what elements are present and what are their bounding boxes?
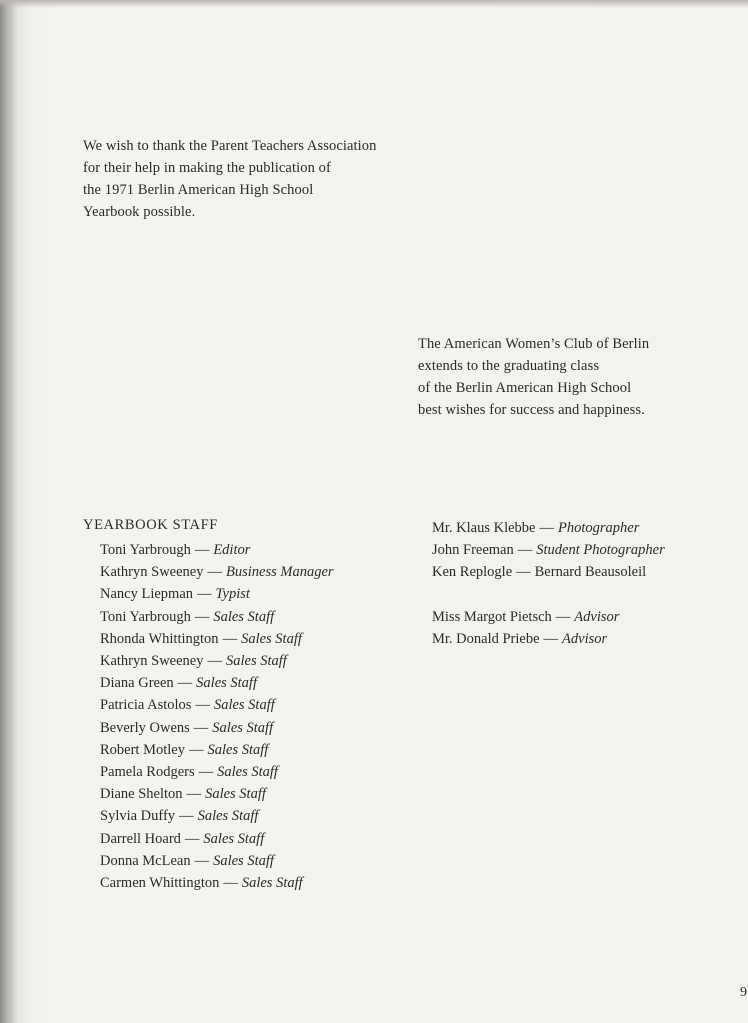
staff-entry [432,628,665,650]
staff-entry [100,828,334,850]
em-dash: — [555,608,571,625]
em-dash: — [194,608,210,625]
staff-role: Sales Staff [213,697,275,714]
staff-entry [100,561,334,583]
womens-club-message [418,333,649,421]
staff-entry [100,672,334,694]
em-dash: — [197,586,212,603]
em-dash: — [222,630,238,647]
staff-entry [100,650,334,672]
em-dash: — [207,564,222,581]
staff-role: Sales Staff [213,852,274,869]
staff-name: John Freeman [432,542,514,559]
staff-role: Sales Staff [241,630,302,647]
awc-line: extends to the graduating class [418,358,600,374]
em-dash: — [177,675,193,692]
staff-name: Diana Green [100,675,174,692]
staff-entry [100,850,334,872]
staff-list-left [100,539,334,894]
staff-name: Ken Replogle [432,564,513,581]
staff-entry [100,628,334,650]
staff-name: Kathryn Sweeney [100,653,204,670]
staff-name: Miss Margot Pietsch [432,608,552,625]
em-dash: — [198,764,214,781]
staff-role: Sales Staff [203,830,265,847]
em-dash: — [179,808,194,825]
staff-entry [100,606,334,628]
awc-line: best wishes for success and happiness. [418,402,645,418]
staff-role: Advisor [562,630,608,647]
staff-role: Sales Staff [225,653,287,670]
staff-role: Sales Staff [196,675,257,692]
staff-name: Patricia Astolos [100,697,192,714]
staff-name: Robert Motley [100,741,185,758]
staff-entry [100,694,334,716]
pta-line: We wish to thank the Parent Teachers Association [83,138,377,154]
staff-name: Toni Yarbrough [100,608,191,625]
em-dash: — [539,520,554,536]
page-number: 9 [740,985,747,1000]
staff-role: Sales Staff [241,875,303,892]
em-dash: — [186,786,202,803]
staff-role: Photographer [558,520,640,536]
staff-entry [100,739,334,761]
staff-name: Kathryn Sweeney [100,564,204,581]
staff-entry [432,517,665,539]
staff-name: Toni Yarbrough [100,542,191,558]
staff-entry [100,805,334,827]
staff-entry [432,539,665,561]
staff-entry [100,717,334,739]
staff-name: Beverly Owens [100,719,190,736]
em-dash: — [195,697,210,714]
awc-line: The American Women’s Club of Berlin [418,336,650,352]
em-dash: — [543,630,559,647]
em-dash: — [223,875,238,892]
staff-name: Carmen Whittington [100,875,220,892]
staff-name: Mr. Klaus Klebbe [432,520,536,536]
staff-role: Editor [213,542,251,558]
pta-line: the 1971 Berlin American High School [83,182,314,198]
staff-name: Darrell Hoard [100,830,181,847]
staff-entry [100,761,334,783]
staff-role: Bernard Beausoleil [534,564,647,581]
staff-name: Nancy Liepman [100,586,194,603]
em-dash: — [516,564,531,581]
staff-entry [100,783,334,805]
em-dash: — [517,542,533,559]
staff-entry [100,872,334,894]
pta-line: for their help in making the publication of [83,160,331,176]
top-edge-shadow [0,0,748,8]
staff-name: Mr. Donald Priebe [432,630,540,647]
staff-role: Sales Staff [217,764,278,781]
staff-list-right [432,517,665,650]
staff-entry [100,539,334,561]
staff-name: Sylvia Duffy [100,808,176,825]
staff-role: Sales Staff [212,719,274,736]
em-dash: — [194,852,210,869]
staff-entry [432,561,665,583]
staff-name: Donna McLean [100,852,191,869]
staff-role: Typist [215,586,250,603]
staff-name: Diane Shelton [100,786,183,803]
staff-name: Rhonda Whittington [100,630,219,647]
em-dash: — [194,542,210,558]
awc-line: of the Berlin American High School [418,380,632,396]
staff-entry [432,606,665,628]
staff-name: Pamela Rodgers [100,764,195,781]
staff-role: Business Manager [225,564,334,581]
em-dash: — [184,830,200,847]
staff-entry [100,583,334,605]
staff-role: Advisor [574,608,620,625]
em-dash: — [193,719,209,736]
yearbook-staff-heading: YEARBOOK STAFF [83,517,218,533]
em-dash: — [207,653,222,670]
pta-acknowledgement [83,135,377,223]
staff-role: Sales Staff [205,786,266,803]
staff-role: Sales Staff [213,608,275,625]
staff-role: Sales Staff [207,741,269,758]
em-dash: — [188,741,204,758]
staff-role: Sales Staff [197,808,259,825]
binding-shadow [0,0,18,1023]
staff-role: Student Photographer [536,542,665,559]
pta-line: Yearbook possible. [83,204,196,220]
